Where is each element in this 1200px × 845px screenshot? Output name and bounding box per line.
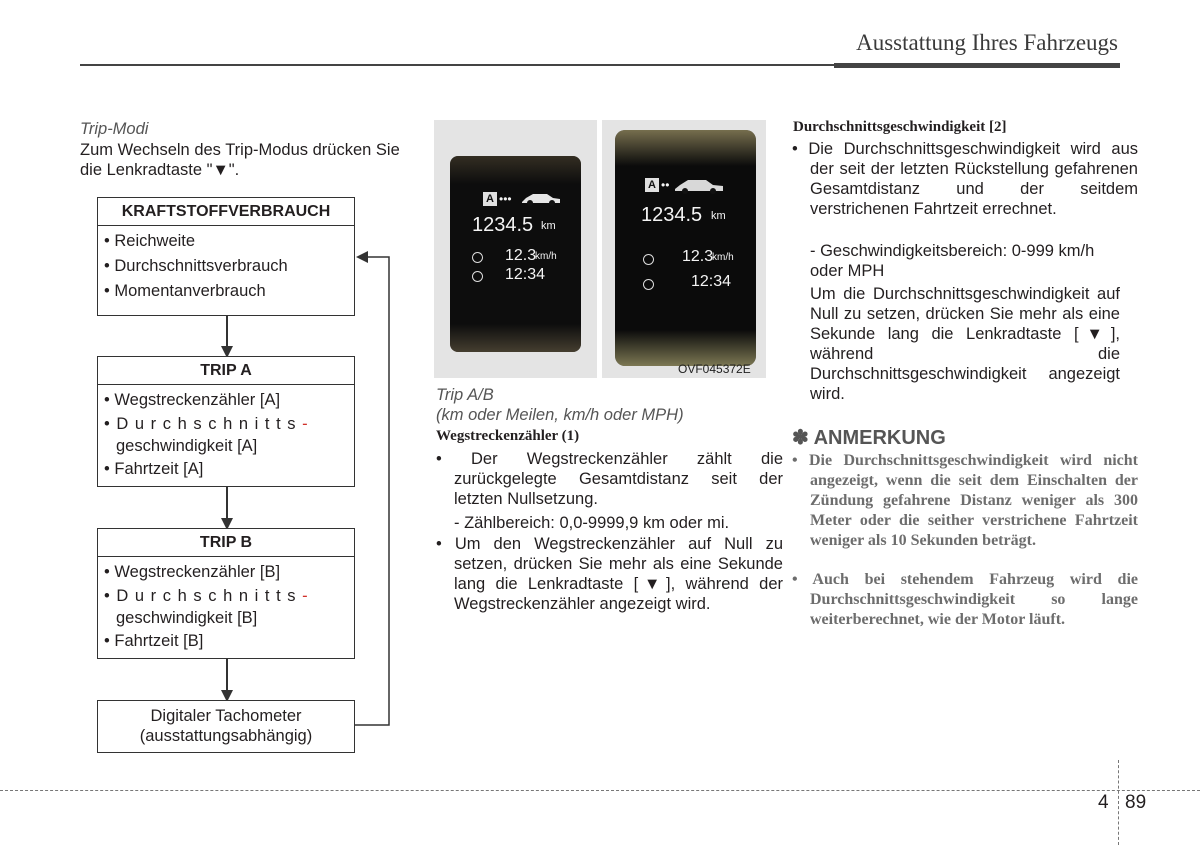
list-item: • Wegstreckenzähler [A] (104, 391, 281, 409)
odometer-bullet-2: • Um den Wegstreckenzähler auf Null zu setzen, drücken Sie mehr als eine Sekunde lang die Lenkradtaste [▼], während der Wegstreckenzähler angezeigt wird. (436, 535, 783, 613)
odometer-bullet-1: • Der Wegstreckenzähler zählt die zurückgelegte Gesamtdistanz seit der letzten Nullsetzung. (436, 450, 783, 508)
flow-box-line: (ausstattungsabhängig) (139, 727, 313, 745)
footer-rule (0, 790, 1200, 791)
hyphen-mark: - (302, 415, 315, 433)
flow-box-trip-b (97, 528, 355, 659)
list-item-text: •Durchschnitts (104, 415, 303, 433)
flow-box-line: Digitaler Tachometer (150, 707, 302, 725)
trip-modes-text: Zum Wechseln des Trip-Modus drücken Sie die Lenkradtaste "▼". (80, 141, 400, 179)
list-item: • Fahrtzeit [A] (104, 460, 204, 478)
figure-divider (597, 120, 602, 378)
display-screen-a (450, 156, 581, 352)
flow-box-tachometer (97, 700, 355, 753)
list-item (104, 413, 354, 435)
flow-box-title: TRIP B (98, 529, 354, 557)
trip-time-value: 12:34 (691, 273, 732, 290)
trip-a-badge: A (645, 178, 659, 192)
figure-code: OVF045372E (678, 362, 751, 376)
avg-speed-range: - Geschwindigkeitsbereich: 0-999 km/h oder MPH (810, 242, 1095, 280)
car-icon (520, 190, 562, 206)
avg-speed-heading: Durchschnittsgeschwindigkeit [2] (793, 119, 1007, 135)
flow-box-title: KRAFTSTOFFVERBRAUCH (98, 198, 354, 226)
list-item: • Reichweite (104, 232, 196, 250)
note-bullet-1: • Die Durchschnittsgeschwindigkeit wird nicht angezeigt, wenn die seit dem Einschalten der Zündung gefahrene Distanz weniger als 300 Meter oder die seither verstrichene Fahrtzeit weniger als 10 Sekunden beträgt. (792, 452, 1138, 549)
dots: ••• (499, 192, 512, 206)
avg-speed-value: 12.3 (505, 247, 537, 264)
distance-value: 1234.5 (472, 214, 534, 236)
distance-value: 1234.5 (641, 204, 703, 226)
distance-unit: km (541, 220, 556, 232)
odometer-range: - Zählbereich: 0,0-9999,9 km oder mi. (454, 514, 730, 532)
page-number: 89 (1125, 792, 1147, 813)
list-item: • Durchschnittsverbrauch (104, 257, 288, 275)
trip-time-value: 12:34 (505, 266, 546, 283)
avg-speed-reset: Um die Durchschnittsgeschwindigkeit auf Null zu setzen, drücken Sie mehr als eine Sekunde lang die Lenkradtaste [▼], während die Durchschnittsgeschwindigkeit angezeigt wird. (810, 285, 1120, 403)
list-item: • Momentanverbrauch (104, 282, 266, 300)
distance-unit: km (711, 210, 726, 222)
header-rule-accent (834, 63, 1120, 68)
note-title: ✽ ANMERKUNG (792, 427, 946, 449)
list-item: • Wegstreckenzähler [B] (104, 563, 281, 581)
trip-ab-subtitle: (km oder Meilen, km/h oder MPH) (436, 406, 684, 424)
footer-divider (1118, 760, 1119, 845)
list-item-cont: geschwindigkeit [B] (116, 609, 258, 627)
avg-speed-unit: km/h (712, 252, 734, 263)
cluster-display-figure (434, 120, 766, 378)
list-item-cont: geschwindigkeit [A] (116, 437, 258, 455)
flow-arrow-down (226, 487, 228, 528)
display-screen-b (615, 130, 756, 366)
flow-arrow-down (226, 659, 228, 700)
trip-ab-title: Trip A/B (436, 386, 494, 404)
list-item: • Fahrtzeit [B] (104, 632, 204, 650)
avg-speed-value: 12.3 (682, 248, 714, 265)
odometer-heading: Wegstreckenzähler (1) (436, 428, 580, 444)
list-item-text: •Durchschnitts (104, 587, 303, 605)
flow-box-fuel (97, 197, 355, 316)
dots: •• (661, 178, 670, 192)
hyphen-mark: - (302, 587, 315, 605)
note-bullet-2: • Auch bei stehendem Fahrzeug wird die Durchschnittsgeschwindigkeit so lange weiterberechnet, wie der Motor läuft. (792, 571, 1138, 628)
section-title: Ausstattung Ihres Fahrzeugs (856, 30, 1118, 55)
speed-gauge-icon (643, 254, 654, 265)
flow-box-trip-a (97, 356, 355, 487)
clock-icon (643, 279, 654, 290)
avg-speed-bullet: • Die Durchschnittsgeschwindigkeit wird aus der seit der letzten Rückstellung gefahrenen Gesamtdistanz und der seitdem verstrichenen Fahrtzeit errechnet. (792, 140, 1138, 218)
trip-a-badge: A (483, 192, 497, 206)
flow-loop-arrow (350, 245, 395, 730)
flow-box-title: TRIP A (98, 357, 354, 385)
avg-speed-unit: km/h (535, 251, 557, 262)
trip-modes-title: Trip-Modi (80, 120, 149, 138)
car-icon (673, 176, 725, 194)
list-item (104, 585, 354, 607)
chapter-number: 4 (1098, 792, 1109, 813)
flow-arrow-down (226, 316, 228, 356)
speed-gauge-icon (472, 252, 483, 263)
clock-icon (472, 271, 483, 282)
